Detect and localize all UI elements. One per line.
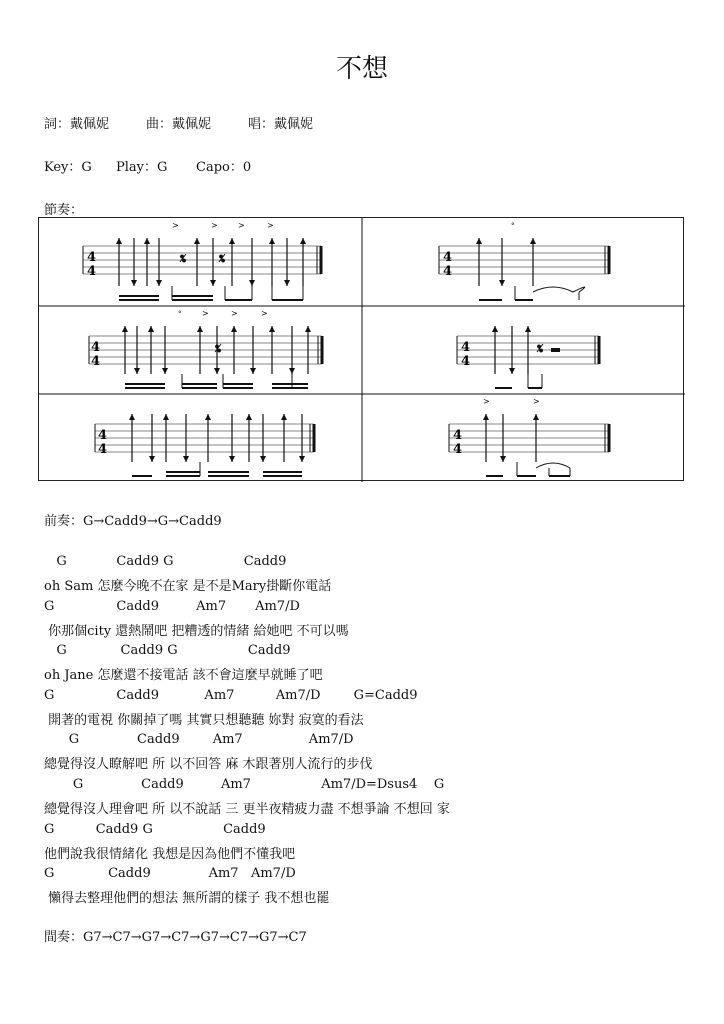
chord-line: G Cadd9 Am7 Am7/D	[44, 866, 296, 882]
strum-up-arrow	[281, 414, 287, 420]
lyric-line: 總覺得沒人瞭解吧 所 以不回答 麻 木跟著別人流行的步伐	[44, 757, 373, 773]
lyric-line: oh Sam 怎麼今晚不在家 是不是Mary掛斷你電話	[44, 579, 332, 594]
strum-up-arrow	[530, 238, 536, 244]
strum-up-arrow	[525, 326, 531, 332]
lyric-line: 懶得去整理他們的想法 無所謂的樣子 我不想也罷	[44, 891, 330, 907]
strum-up-arrow	[305, 326, 311, 332]
staccato-mark: °	[178, 310, 182, 318]
accent-mark: >	[533, 397, 540, 406]
time-signature-bottom: 4	[453, 442, 463, 457]
lyric-line: 你那個city 還熱鬧吧 把糟透的情緒 給她吧 不可以嗎	[44, 623, 349, 639]
strum-up-arrow	[122, 326, 128, 332]
strum-up-arrow	[269, 326, 275, 332]
accent-mark: >	[238, 221, 245, 230]
chord-line: G Cadd9 Am7 Am7/D	[44, 598, 300, 614]
chord-line: G Cadd9 G Cadd9	[44, 554, 287, 569]
lyric-line: oh Jane 怎麼還不接電話 該不會這麼早就睡了吧	[44, 668, 323, 684]
time-signature-bottom: 4	[87, 264, 97, 279]
lyric-line: 開著的電視 你關掉了嗎 其實只想聽聽 妳對 寂寞的看法	[44, 712, 364, 728]
chord-line: G Cadd9 Am7 Am7/D=Dsus4 G	[44, 777, 445, 792]
time-signature-top: 4	[453, 428, 463, 443]
staccato-mark: °	[511, 222, 515, 230]
strum-up-arrow	[144, 238, 150, 244]
strum-down-arrow	[284, 280, 290, 286]
strum-down-arrow	[249, 280, 255, 286]
strum-up-arrow	[492, 326, 498, 332]
accent-mark: >	[172, 221, 179, 230]
strum-down-arrow	[149, 456, 155, 462]
chord-line: G Cadd9 G Cadd9	[44, 643, 291, 659]
singer-credit: 唱：戴佩妮	[248, 117, 314, 132]
time-signature-bottom: 4	[461, 354, 471, 369]
strum-down-arrow	[299, 456, 305, 462]
accent-mark: >	[202, 309, 209, 318]
strum-up-arrow	[269, 238, 275, 244]
strum-down-arrow	[499, 280, 505, 286]
strum-up-arrow	[246, 414, 252, 420]
sixteenth-rest	[180, 254, 186, 262]
time-signature-top: 4	[87, 250, 97, 265]
accent-mark: >	[483, 397, 490, 406]
play-label: Play：G	[116, 160, 168, 175]
chord-line: G Cadd9 Am7 Am7/D	[44, 732, 354, 748]
rhythm-label: 節奏：	[44, 203, 84, 218]
capo-label: Capo：0	[196, 160, 252, 175]
chord-line: G Cadd9 G Cadd9	[44, 821, 266, 837]
strum-up-arrow	[197, 326, 203, 332]
strum-down-arrow	[183, 456, 189, 462]
time-signature-top: 4	[98, 428, 108, 443]
strum-down-arrow	[229, 456, 235, 462]
strum-down-arrow	[500, 456, 506, 462]
strum-down-arrow	[289, 368, 295, 374]
half-rest	[551, 348, 560, 352]
lyric-line: 他們說我很情緒化 我想是因為他們不懂我吧	[44, 846, 296, 862]
accent-mark: >	[231, 309, 238, 318]
strum-up-arrow	[231, 326, 237, 332]
tie-mark	[536, 463, 570, 468]
song-title: 不想	[335, 54, 388, 84]
strum-down-arrow	[260, 456, 266, 462]
time-signature-bottom: 4	[443, 264, 453, 279]
strum-up-arrow	[148, 326, 154, 332]
strum-down-arrow	[131, 280, 137, 286]
strum-down-arrow	[162, 368, 168, 374]
time-signature-top: 4	[91, 340, 101, 355]
strum-down-arrow	[156, 280, 162, 286]
strum-down-arrow	[210, 280, 216, 286]
time-signature-top: 4	[443, 250, 453, 265]
rhythm-notation	[38, 217, 684, 481]
strum-up-arrow	[129, 414, 135, 420]
strum-up-arrow	[205, 414, 211, 420]
strum-up-arrow	[229, 238, 235, 244]
rhythm-notation-graphic	[39, 218, 685, 482]
strum-up-arrow	[116, 238, 122, 244]
strum-down-arrow	[134, 368, 140, 374]
interlude-line: 間奏：G7→C7→G7→C7→G7→C7→G7→C7	[44, 930, 307, 945]
strum-up-arrow	[533, 414, 539, 420]
accent-mark: >	[211, 221, 218, 230]
accent-mark: >	[261, 309, 268, 318]
sixteenth-rest	[537, 344, 543, 352]
sixteenth-rest	[219, 254, 225, 262]
lyricist-credit: 詞：戴佩妮	[44, 117, 110, 132]
strum-down-arrow	[250, 368, 256, 374]
accent-mark: >	[267, 221, 274, 230]
strum-up-arrow	[476, 238, 482, 244]
chord-line: G Cadd9 Am7 Am7/D G=Cadd9	[44, 687, 418, 703]
strum-up-arrow	[163, 414, 169, 420]
intro-line: 前奏：G→Cadd9→G→Cadd9	[44, 514, 222, 529]
strum-down-arrow	[509, 368, 515, 374]
key-label: Key：G	[44, 160, 92, 175]
time-signature-bottom: 4	[91, 354, 101, 369]
sixteenth-rest	[215, 344, 221, 352]
strum-up-arrow	[194, 238, 200, 244]
time-signature-top: 4	[461, 340, 471, 355]
lyric-line: 總覺得沒人理會吧 所 以不說話 三 更半夜精疲力盡 不想爭論 不想回 家	[44, 802, 450, 817]
composer-credit: 曲：戴佩妮	[146, 117, 212, 132]
strum-up-arrow	[483, 414, 489, 420]
tie-mark	[533, 287, 585, 292]
time-signature-bottom: 4	[98, 442, 108, 457]
strum-up-arrow	[300, 238, 306, 244]
strum-down-arrow	[214, 368, 220, 374]
